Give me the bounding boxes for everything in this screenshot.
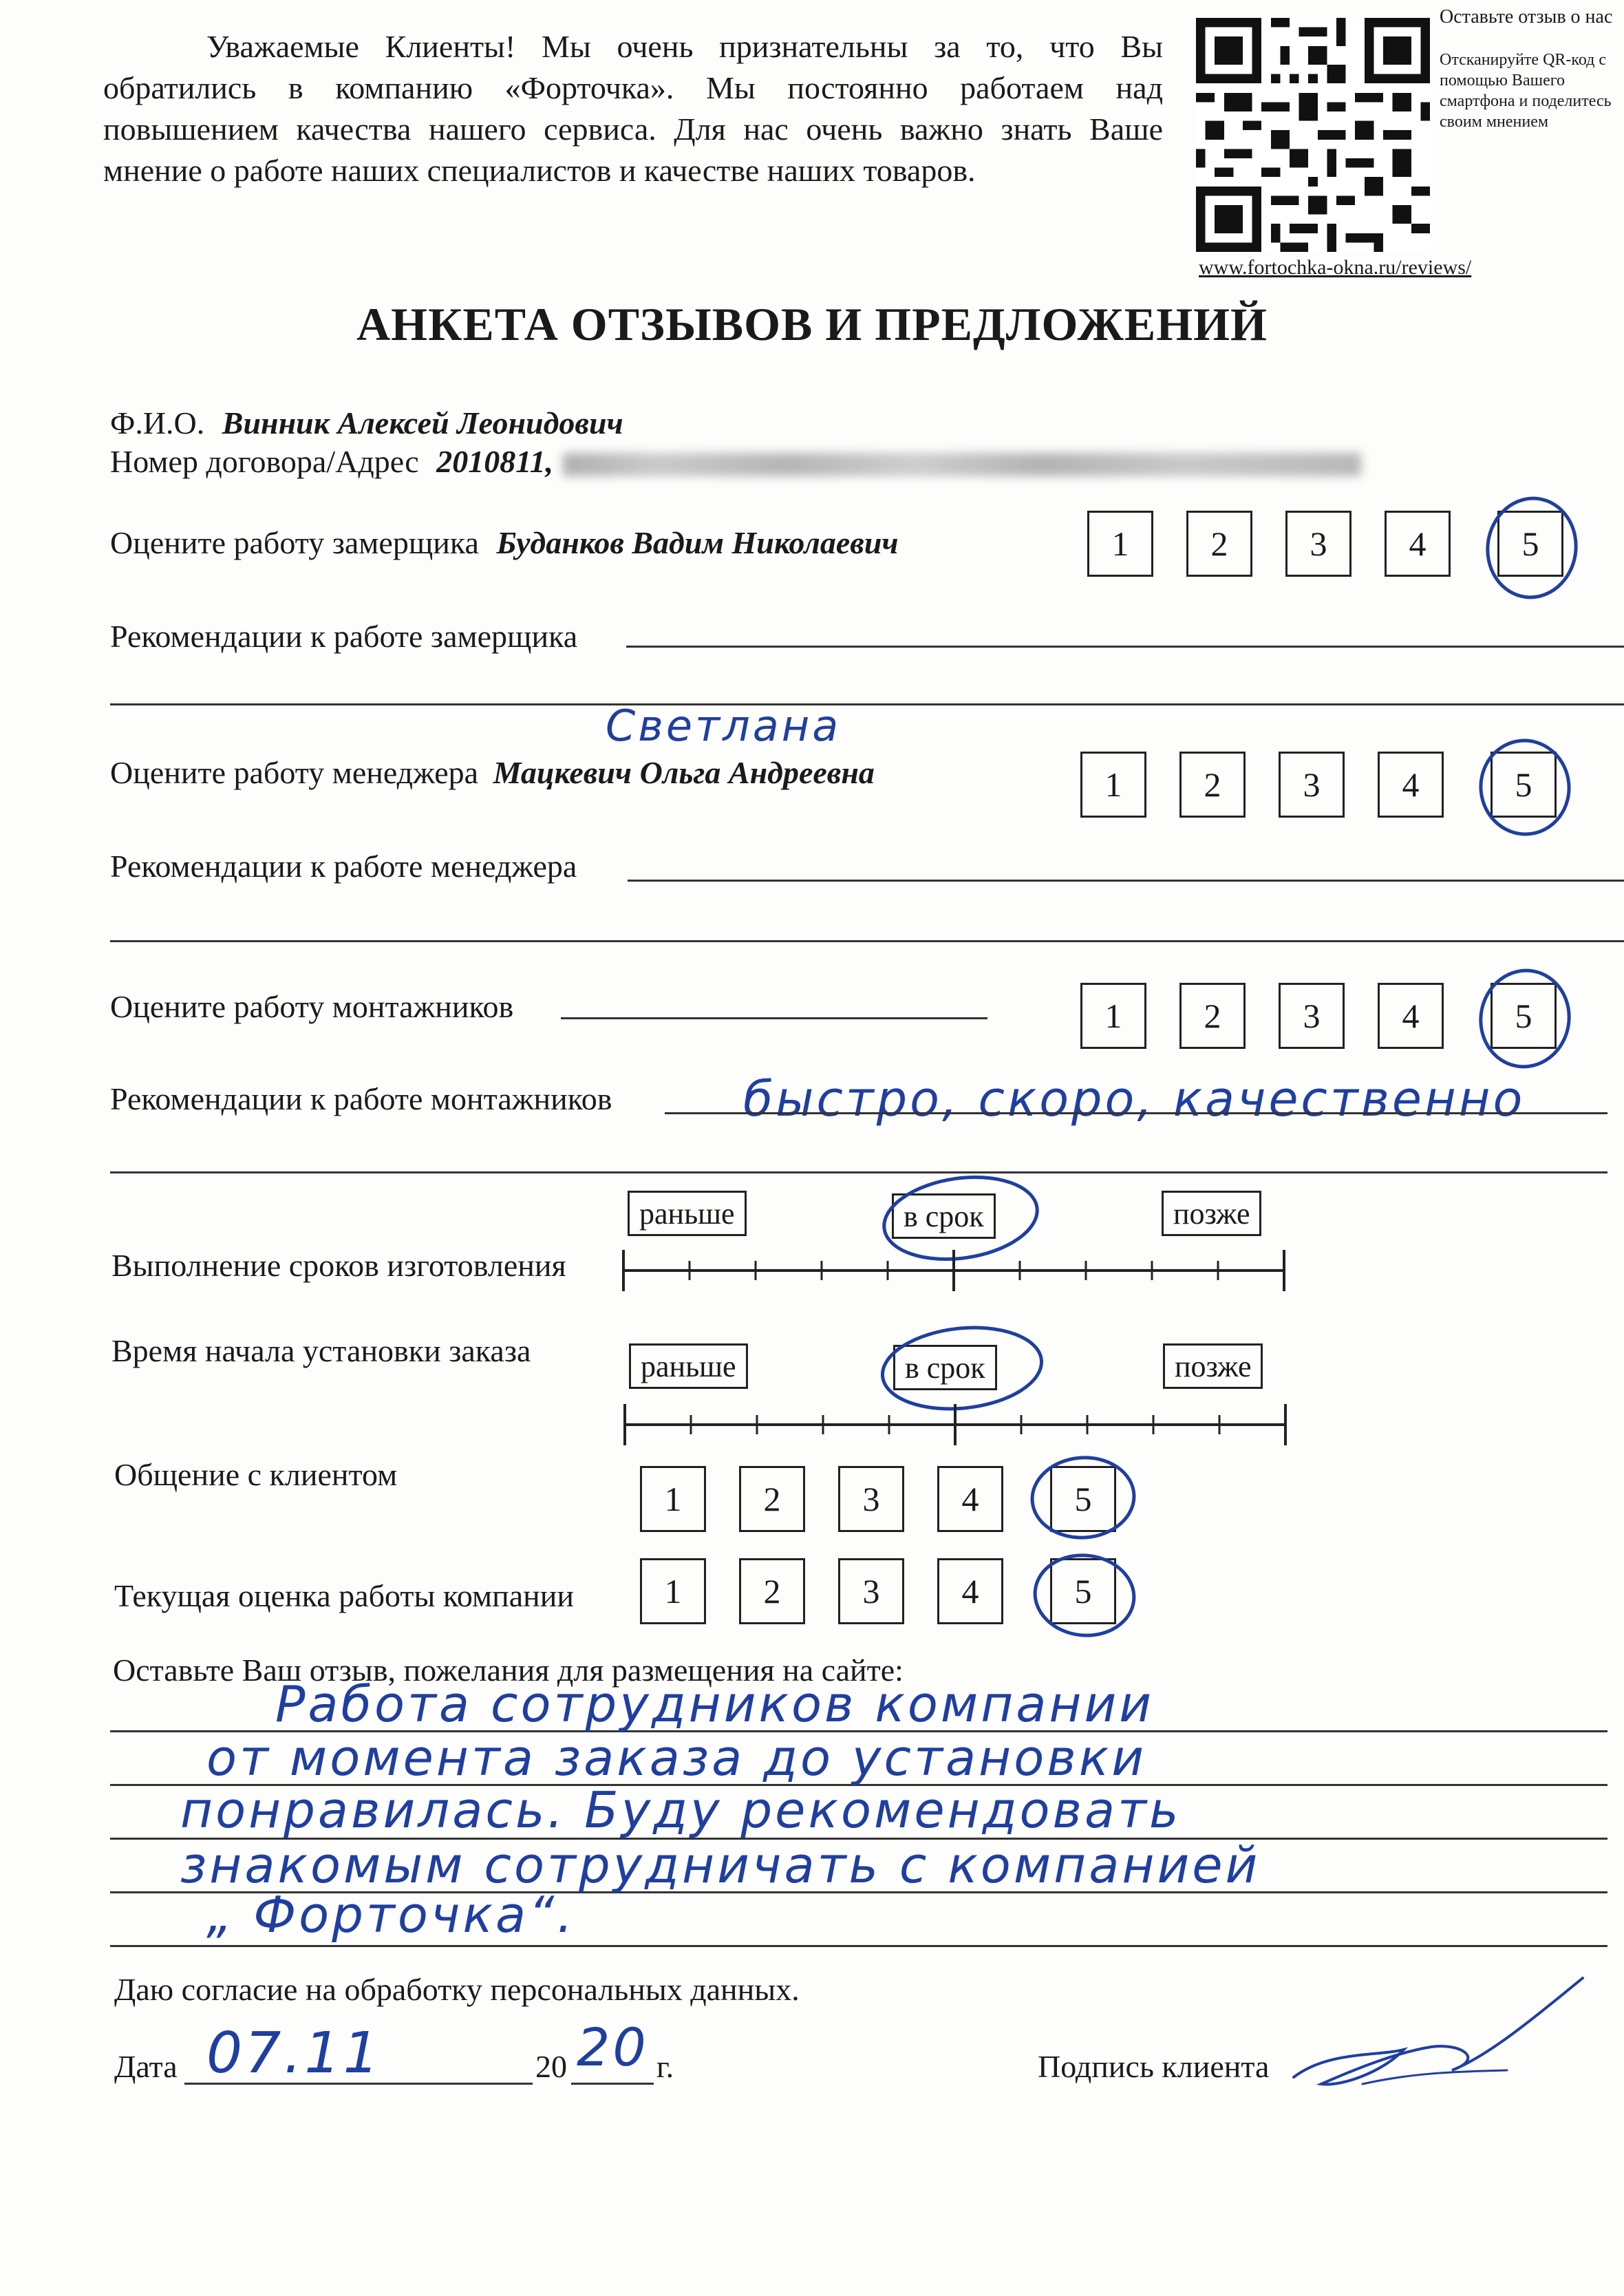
company-rating-scale <box>640 1558 1135 1634</box>
installers-rating-2[interactable]: 2 <box>1179 983 1246 1049</box>
communication-rating-scale <box>640 1466 1135 1542</box>
measurer-label: Оцените работу замерщика <box>110 525 479 560</box>
company-label: Текущая оценка работы компании <box>114 1578 575 1613</box>
installers-rec-handwritten: быстро, скоро, качественно <box>743 1071 1526 1127</box>
manager-label: Оцените работу менеджера <box>110 755 479 790</box>
manager-rec-line-2[interactable] <box>110 940 1624 942</box>
qr-code-icon <box>1196 18 1430 252</box>
communication-rating-1[interactable]: 1 <box>640 1466 706 1532</box>
installers-rating-1[interactable]: 1 <box>1080 983 1146 1049</box>
measurer-rec-line-2[interactable] <box>110 703 1624 705</box>
manager-handwritten-note: Светлана <box>606 701 842 751</box>
installers-rec-line-2[interactable] <box>110 1171 1607 1173</box>
manager-rec-label: Рекомендации к работе менеджера <box>110 849 577 884</box>
measurer-name: Буданков Вадим Николаевич <box>496 525 899 560</box>
communication-rating-4[interactable]: 4 <box>937 1466 1003 1532</box>
installers-rec-line[interactable] <box>665 1112 1607 1114</box>
date-handwritten: 07.11 <box>206 2021 382 2086</box>
communication-rating-5[interactable]: 5 <box>1050 1466 1116 1532</box>
manager-rating-4[interactable]: 4 <box>1378 752 1444 818</box>
redacted-address <box>563 453 1361 476</box>
manager-rating-2[interactable]: 2 <box>1179 752 1246 818</box>
communication-label: Общение с клиентом <box>114 1457 398 1492</box>
company-rating-1[interactable]: 1 <box>640 1558 706 1624</box>
company-rating-3[interactable]: 3 <box>838 1558 904 1624</box>
qr-instruction: Отсканируйте QR-код с помощью Вашего смартфона и поделитесь своим мнением <box>1440 51 1612 131</box>
fio-row <box>110 405 623 441</box>
contract-label: Номер договора/Адрес <box>110 444 419 479</box>
review-handwritten-line-3: понравилась. Буду рекомендовать <box>180 1781 1182 1839</box>
communication-rating-3[interactable]: 3 <box>838 1466 904 1532</box>
qr-heading: Оставьте отзыв о нас <box>1440 6 1613 28</box>
installers-rating-4[interactable]: 4 <box>1378 983 1444 1049</box>
install-start-label: Время начала установки заказа <box>111 1333 531 1368</box>
install-early-label[interactable]: раньше <box>629 1343 748 1389</box>
measurer-rating-5[interactable]: 5 <box>1497 511 1563 577</box>
date-year-prefix: 20 <box>535 2049 567 2084</box>
company-rating-5[interactable]: 5 <box>1050 1558 1116 1624</box>
measurer-rating-3[interactable]: 3 <box>1285 511 1351 577</box>
date-year-handwritten: 20 <box>577 2017 649 2078</box>
manager-rating-5[interactable]: 5 <box>1491 752 1557 818</box>
intro-paragraph: Уважаемые Клиенты! Мы очень признательны за то, что Вы обратились в компанию «Форточка». Мы постоянно работаем над повышением качества нашего сервиса. Для нас очень важно знать Ваше мнение о работе наших специалистов и качестве наших товаров. <box>103 29 1163 188</box>
install-start-timeline[interactable] <box>621 1400 1295 1448</box>
install-ontime-label[interactable]: в срок <box>893 1345 997 1390</box>
installers-rating-scale <box>1080 983 1576 1059</box>
measurer-rating-1[interactable]: 1 <box>1087 511 1153 577</box>
review-handwritten-line-1: Работа сотрудников компании <box>275 1675 1155 1733</box>
rating-circle-mark <box>1479 489 1583 606</box>
signature-label: Подпись клиента <box>1038 2049 1270 2084</box>
measurer-rec-line[interactable] <box>626 646 1624 648</box>
installers-name-line[interactable] <box>561 1017 987 1019</box>
rating-circle-mark <box>1025 1543 1142 1646</box>
installers-rec-label: Рекомендации к работе монтажников <box>110 1081 612 1116</box>
production-late-label[interactable]: позже <box>1162 1191 1261 1236</box>
fio-value: Винник Алексей Леонидович <box>222 405 623 440</box>
review-url-link[interactable]: www.fortochka-okna.ru/reviews/ <box>1199 256 1472 279</box>
production-early-label[interactable]: раньше <box>628 1191 747 1236</box>
measurer-rec-label: Рекомендации к работе замерщика <box>110 619 578 654</box>
production-label: Выполнение сроков изготовления <box>111 1248 566 1283</box>
measurer-rating-4[interactable]: 4 <box>1385 511 1451 577</box>
installers-rating-3[interactable]: 3 <box>1279 983 1345 1049</box>
rating-circle-mark <box>1473 965 1576 1075</box>
installers-label: Оцените работу монтажников <box>110 989 514 1024</box>
date-year-unit: г. <box>656 2049 674 2084</box>
company-rating-4[interactable]: 4 <box>937 1558 1003 1624</box>
review-handwritten-line-2: от момента заказа до установки <box>206 1729 1147 1787</box>
installers-rating-5[interactable]: 5 <box>1491 983 1557 1049</box>
measurer-rating-scale <box>1087 511 1583 586</box>
rating-circle-mark <box>1473 734 1576 844</box>
measurer-rating-2[interactable]: 2 <box>1186 511 1252 577</box>
production-timeline[interactable] <box>619 1246 1294 1294</box>
rating-circle-mark <box>1025 1447 1142 1550</box>
production-ontime-label[interactable]: в срок <box>892 1193 996 1239</box>
date-label: Дата <box>114 2049 178 2084</box>
manager-name: Мацкевич Ольга Андреевна <box>493 755 875 790</box>
review-line-5[interactable] <box>110 1945 1607 1947</box>
company-rating-2[interactable]: 2 <box>739 1558 805 1624</box>
manager-rating-1[interactable]: 1 <box>1080 752 1146 818</box>
manager-rec-line[interactable] <box>628 880 1624 882</box>
date-year-line[interactable] <box>571 2083 654 2085</box>
fio-label: Ф.И.О. <box>110 405 205 440</box>
contract-value: 2010811, <box>436 444 554 479</box>
manager-rating-3[interactable]: 3 <box>1279 752 1345 818</box>
review-handwritten-line-4: знакомым сотрудничать с компанией <box>180 1836 1261 1894</box>
consent-text: Даю согласие на обработку персональных данных. <box>114 1972 800 2007</box>
review-handwritten-line-5: „ Форточка“. <box>206 1886 576 1944</box>
review-label: Оставьте Ваш отзыв, пожелания для размещения на сайте: <box>113 1652 904 1688</box>
contract-row <box>110 443 1361 480</box>
client-signature <box>1280 1968 1596 2106</box>
communication-rating-2[interactable]: 2 <box>739 1466 805 1532</box>
measurer-row <box>110 524 899 561</box>
manager-rating-scale <box>1080 752 1576 827</box>
form-title: АНКЕТА ОТЗЫВОВ И ПРЕДЛОЖЕНИЙ <box>356 298 1268 350</box>
install-late-label[interactable]: позже <box>1163 1343 1263 1389</box>
manager-row <box>110 754 875 791</box>
